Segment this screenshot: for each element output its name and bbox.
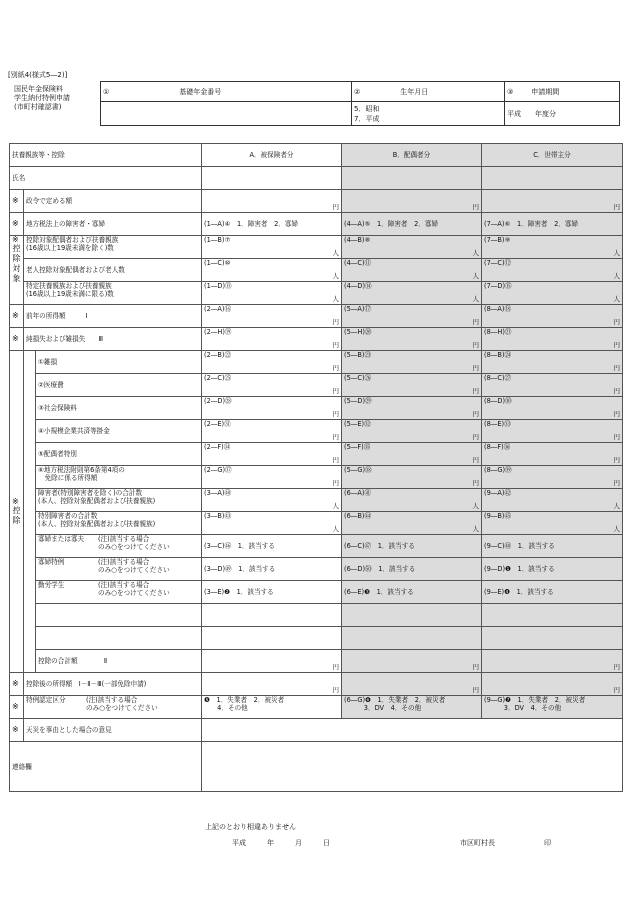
row-empty2 bbox=[36, 627, 202, 650]
chiho-a[interactable]: (1―A)④ 1．障害者 2．寡婦 bbox=[202, 213, 342, 236]
r2-b[interactable]: (4―C)⑪ 人 bbox=[342, 259, 482, 282]
name-a[interactable] bbox=[202, 167, 342, 190]
d1-c[interactable]: (8―B)㉔ 円 bbox=[482, 351, 623, 374]
star: ※ bbox=[10, 190, 24, 213]
d4-a[interactable]: (2―E)㉛ 円 bbox=[202, 420, 342, 443]
star: ※ bbox=[10, 673, 24, 696]
col-b: B．配偶者分 bbox=[342, 144, 482, 167]
birthdate-field[interactable]: 5．昭和 7．平成 bbox=[352, 102, 505, 126]
title-line: 学生納付特例申請 bbox=[14, 94, 70, 102]
d1-b[interactable]: (5―B)㉓ 円 bbox=[342, 351, 482, 374]
empty1-c[interactable] bbox=[482, 604, 623, 627]
d11-a[interactable]: (3―E)❷ 1．該当する bbox=[202, 581, 342, 604]
period-header: ③ 申請期間 bbox=[505, 82, 620, 102]
empty2-b[interactable] bbox=[342, 627, 482, 650]
row-name: 氏名 bbox=[10, 167, 202, 190]
empty1-b[interactable] bbox=[342, 604, 482, 627]
d8-b[interactable]: (6―B)㊹ 人 bbox=[342, 512, 482, 535]
form-title bbox=[14, 85, 70, 112]
jun-c[interactable]: (8―H)㉑ 円 bbox=[482, 328, 623, 351]
jun-b[interactable]: (5―H)⑳ 円 bbox=[342, 328, 482, 351]
row-d3: ③社会保険料 bbox=[36, 397, 202, 420]
d10-c[interactable]: (9―D)❶ 1．該当する bbox=[482, 558, 623, 581]
deduction-table bbox=[9, 143, 623, 792]
d5-c[interactable]: (8―F)㊱ 円 bbox=[482, 443, 623, 466]
birthdate-header: ② 生年月日 bbox=[352, 82, 505, 102]
tensai-field[interactable] bbox=[202, 719, 623, 742]
d11-b[interactable]: (6―E)❸ 1．該当する bbox=[342, 581, 482, 604]
koujo-spacer bbox=[24, 351, 36, 673]
row-d5: ⑤配偶者特別 bbox=[36, 443, 202, 466]
d6-a[interactable]: (2―G)㊲ 円 bbox=[202, 466, 342, 489]
row-d2: ②医療費 bbox=[36, 374, 202, 397]
d5-b[interactable]: (5―F)㉟ 円 bbox=[342, 443, 482, 466]
d3-b[interactable]: (5―D)㉙ 円 bbox=[342, 397, 482, 420]
chiho-c[interactable]: (7―A)⑥ 1．障害者 2．寡婦 bbox=[482, 213, 623, 236]
seirei-b[interactable]: 円 bbox=[342, 190, 482, 213]
after-b[interactable]: 円 bbox=[342, 673, 482, 696]
row-after: 控除後の所得額 Ⅰ－Ⅱ－Ⅲ(一部免除申請) bbox=[24, 673, 202, 696]
footer-date: 平成 年 月 日 bbox=[232, 839, 330, 847]
row-d7: 障害者(特別障害者を除く)の合計数 (本人、控除対象配偶者および扶養親族) bbox=[36, 489, 202, 512]
seirei-c[interactable]: 円 bbox=[482, 190, 623, 213]
d7-c[interactable]: (9―A)㊷ 人 bbox=[482, 489, 623, 512]
row-r1: 控除対象配偶者および扶養親族 (16歳以上19歳未満を除く)数 bbox=[24, 236, 202, 259]
after-c[interactable]: 円 bbox=[482, 673, 623, 696]
d6-b[interactable]: (5―G)㊳ 円 bbox=[342, 466, 482, 489]
d1-a[interactable]: (2―B)㉒ 円 bbox=[202, 351, 342, 374]
header-table bbox=[100, 81, 620, 126]
row-d11: 勤労学生 (注)該当する場合 のみ○をつけてください bbox=[36, 581, 202, 604]
d2-b[interactable]: (5―C)㉖ 円 bbox=[342, 374, 482, 397]
title-line: 国民年金保険料 bbox=[14, 85, 63, 93]
name-c[interactable] bbox=[482, 167, 623, 190]
pension-number-header: ① 基礎年金番号 bbox=[101, 82, 352, 102]
r3-b[interactable]: (4―D)⑭ 人 bbox=[342, 282, 482, 305]
title-line: (市町村確認書) bbox=[14, 103, 62, 111]
r2-c[interactable]: (7―C)⑫ 人 bbox=[482, 259, 623, 282]
row-d8: 特別障害者の合計数 (本人、控除対象配偶者および扶養親族) bbox=[36, 512, 202, 535]
row-renraku: 連絡欄 bbox=[10, 742, 202, 792]
row-chiho: 地方税法上の障害者・寡婦 bbox=[24, 213, 202, 236]
row-d1: ①雑損 bbox=[36, 351, 202, 374]
row-r2: 老人控除対象配偶者および老人数 bbox=[24, 259, 202, 282]
d2-c[interactable]: (8―C)㉗ 円 bbox=[482, 374, 623, 397]
row-seirei: 政令で定める額 bbox=[24, 190, 202, 213]
col-a: A．被保険者分 bbox=[202, 144, 342, 167]
after-a[interactable]: 円 bbox=[202, 673, 342, 696]
r1-b[interactable]: (4―B)⑧ 人 bbox=[342, 236, 482, 259]
d9-c[interactable]: (9―C)㊽ 1．該当する bbox=[482, 535, 623, 558]
row-total: 控除の合計額 Ⅱ bbox=[36, 650, 202, 673]
d3-a[interactable]: (2―D)㉘ 円 bbox=[202, 397, 342, 420]
footer-statement: 上記のとおり相違ありません bbox=[205, 823, 296, 831]
row-empty1 bbox=[36, 604, 202, 627]
row-d6: ⑥地方税法附則第6条第4項の 免除に係る所得額 bbox=[36, 466, 202, 489]
total-b[interactable]: 円 bbox=[342, 650, 482, 673]
star: ※ bbox=[10, 305, 24, 328]
row-d4: ④小規模企業共済等掛金 bbox=[36, 420, 202, 443]
zen-a[interactable]: (2―A)⑯ 円 bbox=[202, 305, 342, 328]
zen-b[interactable]: (5―A)⑰ 円 bbox=[342, 305, 482, 328]
r1-a[interactable]: (1―B)⑦ 人 bbox=[202, 236, 342, 259]
total-a[interactable]: 円 bbox=[202, 650, 342, 673]
r3-c[interactable]: (7―D)⑮ 人 bbox=[482, 282, 623, 305]
d7-b[interactable]: (6―A)㊶ 人 bbox=[342, 489, 482, 512]
d5-a[interactable]: (2―F)㉞ 円 bbox=[202, 443, 342, 466]
d10-b[interactable]: (6―D)㊿ 1．該当する bbox=[342, 558, 482, 581]
star: ※ bbox=[10, 719, 24, 742]
col-c: C．世帯主分 bbox=[482, 144, 623, 167]
footer-mayor: 市区町村長 印 bbox=[460, 839, 551, 847]
zen-c[interactable]: (8―A)⑱ 円 bbox=[482, 305, 623, 328]
d3-c[interactable]: (8―D)㉚ 円 bbox=[482, 397, 623, 420]
row-tensai: 天災を事由とした場合の意見 bbox=[24, 719, 202, 742]
tokurei-a[interactable]: ❺ 1．失業者 2．被災者 4．その他 bbox=[202, 696, 342, 719]
tokurei-c[interactable]: (9―G)❼ 1．失業者 2．被災者 3．DV 4．その他 bbox=[482, 696, 623, 719]
d8-a[interactable]: (3―B)㊸ 人 bbox=[202, 512, 342, 535]
star: ※ bbox=[10, 328, 24, 351]
d6-c[interactable]: (8―G)㊴ 円 bbox=[482, 466, 623, 489]
d4-b[interactable]: (5―E)㉜ 円 bbox=[342, 420, 482, 443]
star: ※ bbox=[10, 213, 24, 236]
d11-c[interactable]: (9―E)❹ 1．該当する bbox=[482, 581, 623, 604]
col-label: 扶養親族等・控除 bbox=[10, 144, 202, 167]
empty1-a[interactable] bbox=[202, 604, 342, 627]
row-jun: 純損失および雑損失 Ⅲ bbox=[24, 328, 202, 351]
star-kojo: ※ 控除対象 bbox=[10, 236, 24, 305]
jun-a[interactable]: (2―H)⑲ 円 bbox=[202, 328, 342, 351]
r2-a[interactable]: (1―C)⑩ 人 bbox=[202, 259, 342, 282]
r3-a[interactable]: (1―D)⑬ 人 bbox=[202, 282, 342, 305]
d9-a[interactable]: (3―C)㊻ 1．該当する bbox=[202, 535, 342, 558]
d10-a[interactable]: (3―D)㊾ 1．該当する bbox=[202, 558, 342, 581]
row-r3: 特定扶養親族および扶養親族 (16歳以上19歳未満に限る)数 bbox=[24, 282, 202, 305]
chiho-b[interactable]: (4―A)⑤ 1．障害者 2．寡婦 bbox=[342, 213, 482, 236]
row-d10: 寡婦特例 (注)該当する場合 のみ○をつけてください bbox=[36, 558, 202, 581]
empty2-c[interactable] bbox=[482, 627, 623, 650]
seirei-a[interactable]: 円 bbox=[202, 190, 342, 213]
tokurei-b[interactable]: (6―G)❻ 1．失業者 2．被災者 3．DV 4．その他 bbox=[342, 696, 482, 719]
d2-a[interactable]: (2―C)㉕ 円 bbox=[202, 374, 342, 397]
period-field[interactable]: 平成 年度分 bbox=[505, 102, 620, 126]
d8-c[interactable]: (9―B)㊺ 人 bbox=[482, 512, 623, 535]
r1-c[interactable]: (7―B)⑨ 人 bbox=[482, 236, 623, 259]
d7-a[interactable]: (3―A)㊵ 人 bbox=[202, 489, 342, 512]
row-zen: 前年の所得額 Ⅰ bbox=[24, 305, 202, 328]
pension-number-field[interactable] bbox=[101, 102, 352, 126]
empty2-a[interactable] bbox=[202, 627, 342, 650]
renraku-field[interactable] bbox=[202, 742, 623, 792]
row-tokurei: 特例認定区分 (注)該当する場合 のみ○をつけてください bbox=[24, 696, 202, 719]
form-code: [別紙4(様式5―2)] bbox=[8, 71, 68, 79]
star: ※ bbox=[10, 696, 24, 719]
row-d9: 寡婦または寡夫 (注)該当する場合 のみ○をつけてください bbox=[36, 535, 202, 558]
name-b[interactable] bbox=[342, 167, 482, 190]
total-c[interactable]: 円 bbox=[482, 650, 623, 673]
d9-b[interactable]: (6―C)㊼ 1．該当する bbox=[342, 535, 482, 558]
star-koujo: ※ 控除 bbox=[10, 351, 24, 673]
d4-c[interactable]: (8―E)㉝ 円 bbox=[482, 420, 623, 443]
